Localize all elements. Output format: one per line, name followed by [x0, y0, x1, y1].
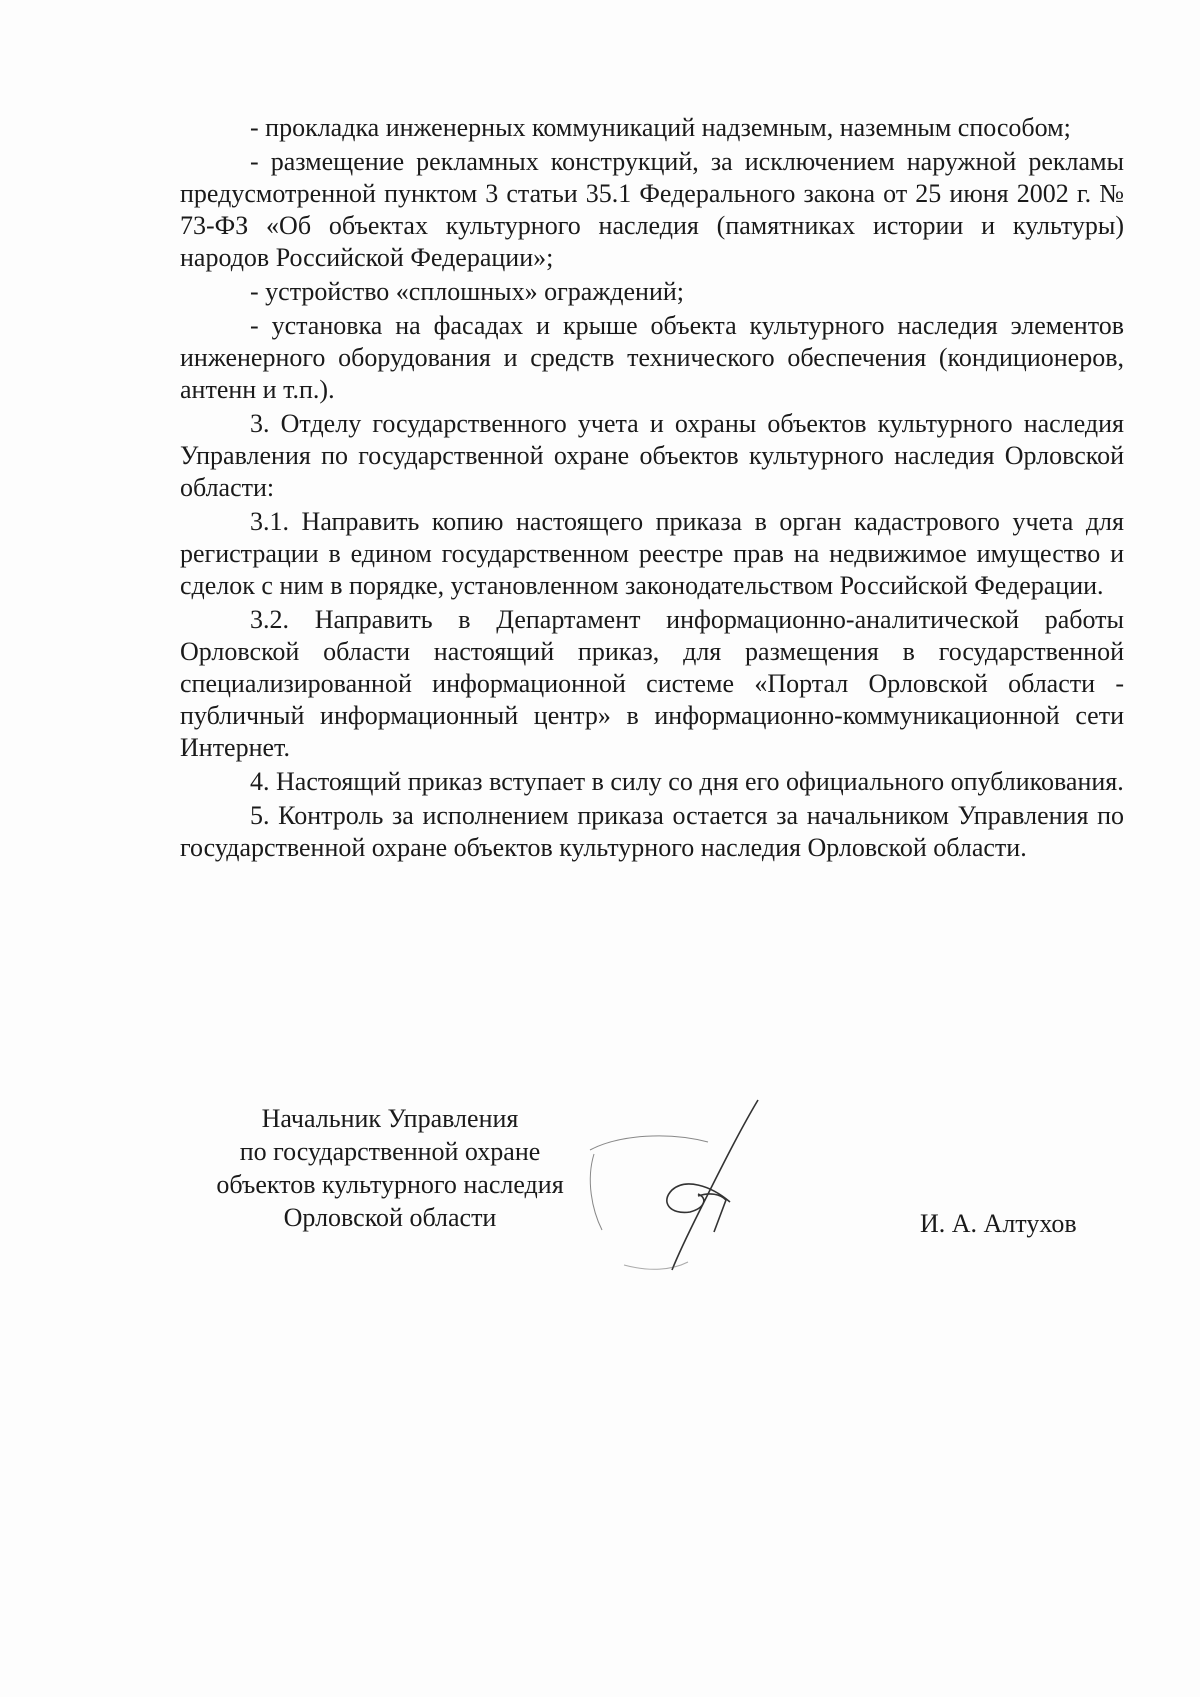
- paragraph-item-2: - размещение рекламных конструкций, за исключением наружной рекламы предусмотренной пунктом 3 статьи 35.1 Федерального закона от 25 июня 2002 г. № 73-ФЗ «Об объектах культурного наследия (памятниках истории и культуры) народов Российской Федерации»;: [180, 147, 1124, 272]
- signatory-title-line-3: объектов культурного наследия: [216, 1170, 564, 1199]
- document-body: [180, 112, 1124, 866]
- signatory-title-line-1: Начальник Управления: [261, 1104, 519, 1133]
- paragraph-item-3: - устройство «сплошных» ограждений;: [250, 277, 685, 306]
- paragraph-item-4: - установка на фасадах и крыше объекта культурного наследия элементов инженерного оборудования и средств технического обеспечения (кондиционеров, антенн и т.п.).: [180, 311, 1124, 404]
- paragraph-section-5: 5. Контроль за исполнением приказа остается за начальником Управления по государственной охране объектов культурного наследия Орловской области.: [180, 801, 1124, 862]
- paragraph-section-3-1: 3.1. Направить копию настоящего приказа в орган кадастрового учета для регистрации в едином государственном реестре прав на недвижимое имущество и сделок с ним в порядке, установленном законодательством Российской Федерации.: [180, 507, 1124, 600]
- signatory-title: [180, 1102, 600, 1234]
- handwritten-signature: [580, 1090, 820, 1290]
- paragraph-section-3-2: 3.2. Направить в Департамент информационно-аналитической работы Орловской области настоящий приказ, для размещения в государственной специализированной информационной системе «Портал Орловской области - публичный информационный центр» в информационно-коммуникационной сети Интернет.: [180, 605, 1124, 762]
- paragraph-section-4: 4. Настоящий приказ вступает в силу со дня его официального опубликования.: [250, 767, 1124, 796]
- signatory-title-line-4: Орловской области: [283, 1203, 497, 1232]
- paragraph-item-1: - прокладка инженерных коммуникаций надземным, наземным способом;: [250, 113, 1071, 142]
- signatory-title-line-2: по государственной охране: [239, 1137, 541, 1166]
- paragraph-section-3: 3. Отделу государственного учета и охраны объектов культурного наследия Управления по государственной охране объектов культурного наследия Орловской области:: [180, 409, 1124, 502]
- signatory-name: И. А. Алтухов: [920, 1209, 1077, 1238]
